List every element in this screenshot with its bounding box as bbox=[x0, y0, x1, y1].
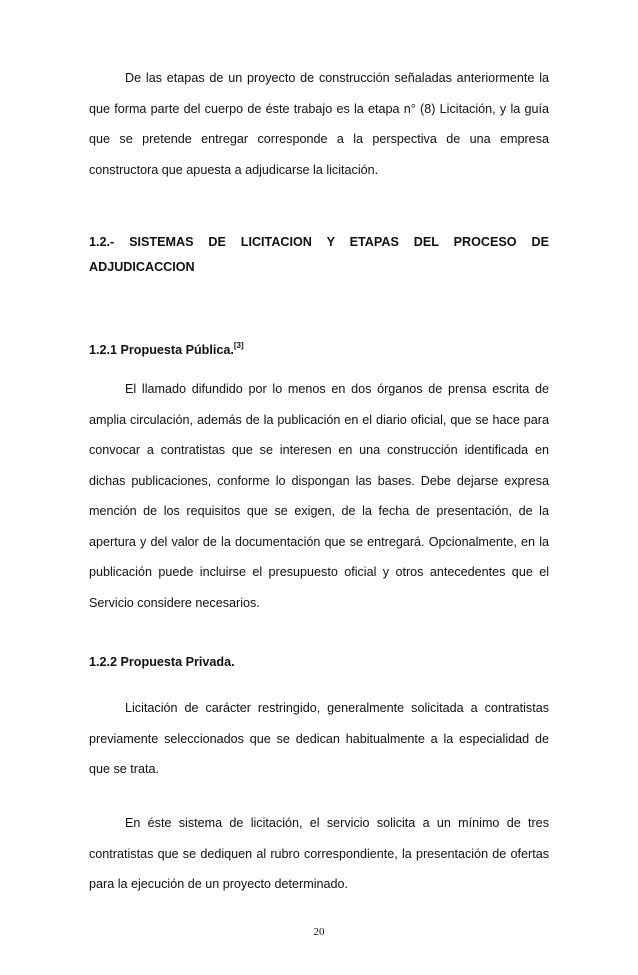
page-number: 20 bbox=[313, 926, 325, 938]
intro-section bbox=[89, 63, 549, 185]
citation-reference: [3] bbox=[233, 341, 244, 350]
section-1-2-1-body bbox=[89, 374, 549, 618]
subsection-paragraph: Licitación de carácter restringido, generalmente solicitada a contratistas previamente seleccionados que se dedican habitualmente a la especialidad de que se trata. bbox=[89, 701, 549, 776]
subsection-heading: 1.2.2 Propuesta Privada. bbox=[89, 655, 235, 669]
subsection-paragraph: En éste sistema de licitación, el servicio solicita a un mínimo de tres contratistas que se dediquen al rubro correspondiente, la presentación de ofertas para la ejecución de un proyecto determinado. bbox=[89, 816, 549, 891]
section-1-2-2-body-2 bbox=[89, 808, 549, 900]
section-1-2-2-heading-block bbox=[89, 652, 549, 672]
section-heading-line-2: ADJUDICACCION bbox=[89, 260, 195, 274]
section-1-2-2-body-1 bbox=[89, 693, 549, 785]
section-1-2-1-heading-block bbox=[89, 336, 549, 360]
section-heading bbox=[89, 230, 549, 280]
subsection-heading bbox=[89, 336, 549, 360]
section-1-2 bbox=[89, 230, 549, 280]
intro-paragraph: De las etapas de un proyecto de construcción señaladas anteriormente la que forma parte del cuerpo de éste trabajo es la etapa n° (8) Licitación, y la guía que se pretende entregar corresponde a la perspectiva de una empresa constructora que apuesta a adjudicarse la licitación. bbox=[89, 71, 549, 177]
subsection-paragraph: El llamado difundido por lo menos en dos órganos de prensa escrita de amplia circulación, además de la publicación en el diario oficial, que se hace para convocar a contratistas que se interesen en una construcción identificada en dichas publicaciones, conforme lo dispongan las bases. Debe dejarse expresa mención de los requisitos que se exigen, de la fecha de presentación, de la apertura y del valor de la documentación que se entregará. Opcionalmente, en la publicación puede incluirse el presupuesto oficial y otros antecedentes que el Servicio considere necesarios. bbox=[89, 382, 549, 610]
section-heading-line-1: 1.2.- SISTEMAS DE LICITACION Y ETAPAS DEL PROCESO DE bbox=[89, 235, 549, 249]
subsection-heading-text: 1.2.1 Propuesta Pública. bbox=[89, 343, 234, 357]
